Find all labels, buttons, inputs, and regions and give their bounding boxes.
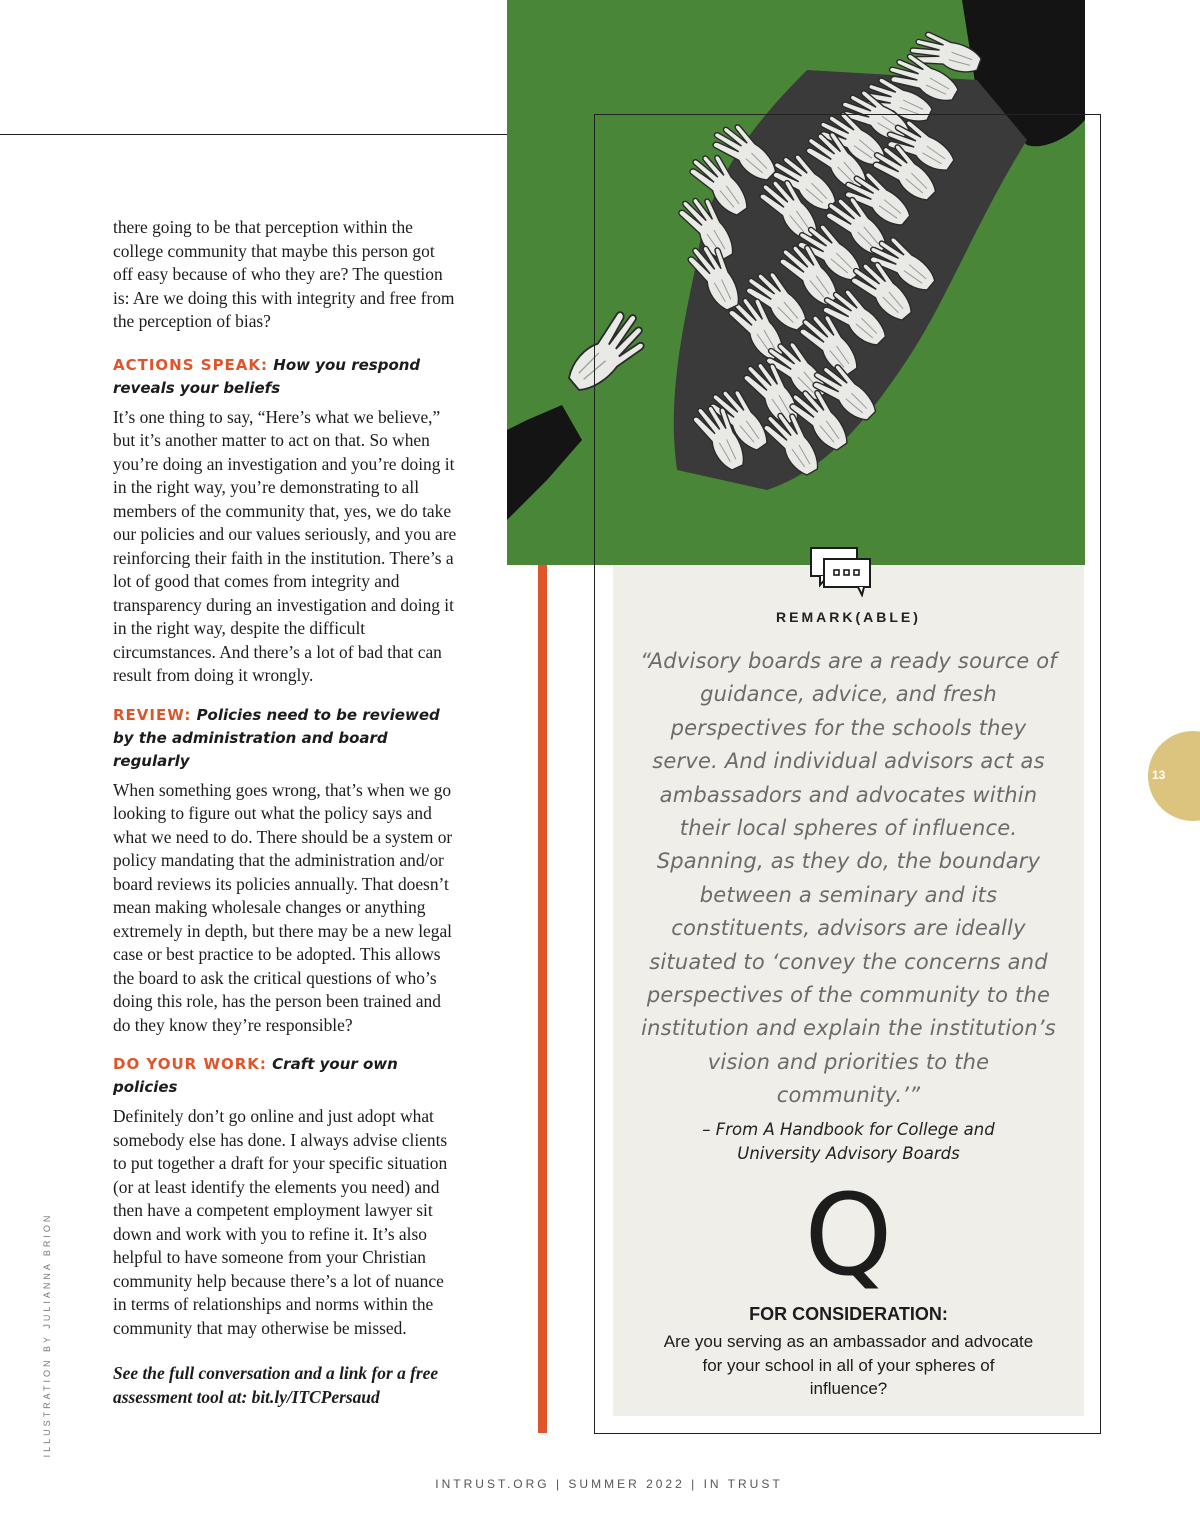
q-letter: Q [804,1171,893,1301]
top-rule [0,134,508,135]
consideration-title: FOR CONSIDERATION: [749,1304,948,1324]
section-kicker: REVIEW: [113,705,192,724]
page-number: 13 [1152,768,1166,782]
quote-source-line: – From A Handbook for College and [702,1120,995,1139]
section-heading-review [113,704,458,773]
consideration-question: Are you serving as an ambassador and advocate for your school in all of your spheres of influence? [663,1332,1034,1398]
quote-source-line: University Advisory Boards [737,1144,960,1163]
remark-label: REMARK(ABLE) [776,609,921,625]
lead-paragraph: there going to be that perception within the college community that maybe this person got off easy because of who they are? The question is: Are we doing this with integrity and free from the perception of bias? [113,217,455,331]
page-footer: INTRUST.ORG | SUMMER 2022 | IN TRUST [435,1477,783,1491]
section-body: Definitely don’t go online and just adopt what somebody else has done. I always advise clients to put together a draft for your specific situation (or at least identify the elements you need) and then have a competent employment lawyer sit down and work with you to refine it. It’s also helpful to have someone from your Christian community help because there’s a lot of nuance in terms of relationships and norms within the community that may otherwise be missed. [113,1106,448,1338]
section-kicker: ACTIONS SPEAK: [113,355,269,374]
pull-quote: “Advisory boards are a ready source of guidance, advice, and fresh perspectives for the schools they serve. And individual advisors act as ambassadors and advocates within their local spheres of influence. Spanning, as they do, the boundary between a seminary and its constituents, advisors are ideally situated to ‘convey the concerns and perspectives of the community to the institution and explain the institution’s vision and priorities to the community.’” [640,649,1057,1108]
section-body: When something goes wrong, that’s when we go looking to figure out what the policy says and what we need to do. There should be a system or policy mandating that the administration and/or board reviews its policies annually. That doesn’t mean making wholesale changes or anything extremely in depth, but there may be a new legal case or best practice to be adopted. This allows the board to ask the critical questions of who’s doing this role, has the person been trained and do they know they’re responsible? [113,779,453,1035]
section-subhead: Craft your own policies [113,1055,398,1096]
section-kicker: DO YOUR WORK: [113,1055,267,1073]
speech-bubbles-icon [808,545,874,597]
section-subhead: Policies need to be reviewed by the administration and board regularly [113,705,440,770]
section-subhead: How you respond reveals your beliefs [113,355,421,397]
section-heading-work [113,1053,458,1099]
article-column [113,216,458,1425]
illustration-credit: ILLUSTRATION BY JULIANNA BRION [42,1212,52,1458]
page-number-tab [1148,731,1200,821]
closing-link-text: See the full conversation and a link for a free assessment tool at: bit.ly/ITCPersaud [113,1363,439,1407]
accent-bar [538,565,547,1433]
section-body: It’s one thing to say, “Here’s what we believe,” but it’s another matter to act on that. So when you’re doing an investigation and you’re doing it in the right way, you’re demonstrating to all members of the community that, yes, we do take our policies and our values seriously, and you are reinforcing their faith in the institution. There’s a lot of good that comes from integrity and transparency during an investigation and doing it in the right way, despite the difficult circumstances. And there’s a lot of bad that can result from doing it wrongly. [113,406,457,685]
section-heading-actions [113,354,458,400]
quote-source [640,1118,1057,1166]
